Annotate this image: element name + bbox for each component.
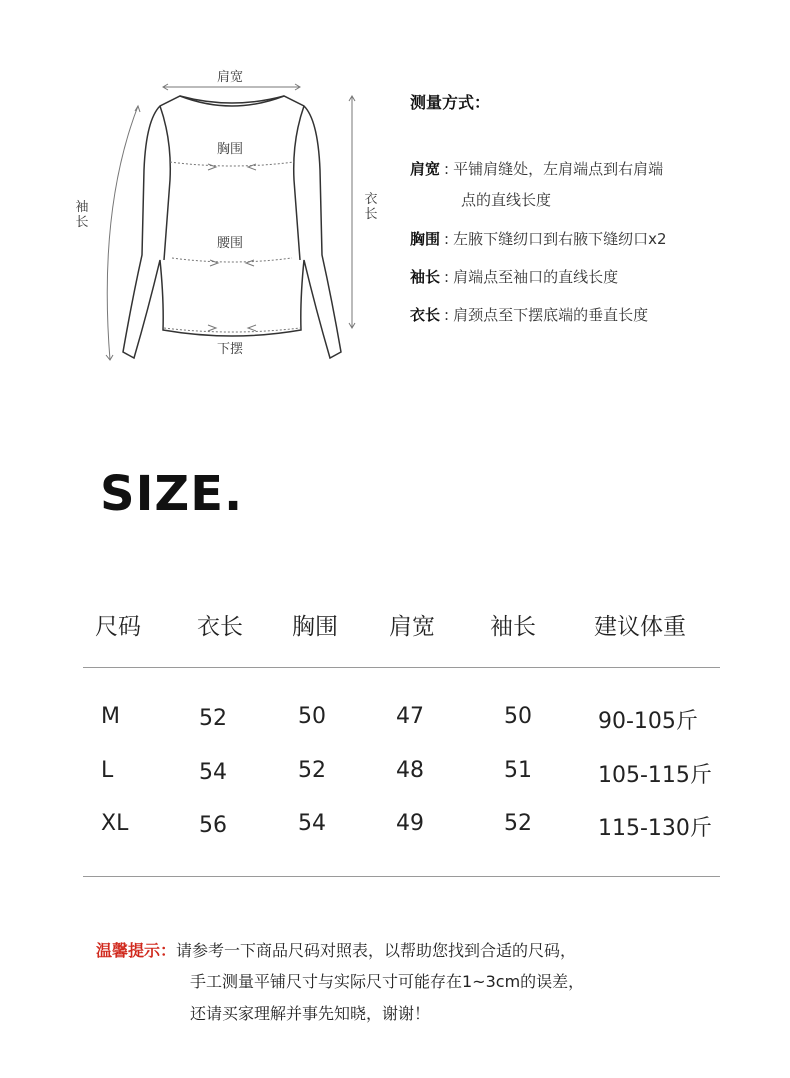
cell-length: 56 — [199, 813, 227, 838]
cell-chest: 54 — [298, 811, 326, 836]
cell-length: 54 — [199, 760, 227, 785]
measurement-desc-continued: 点的直线长度 — [461, 191, 552, 209]
cell-shoulder: 48 — [396, 758, 424, 783]
cell-sleeve: 52 — [504, 811, 532, 836]
shoulder-label: 肩宽 — [217, 70, 244, 85]
tip-label: 温馨提示： — [96, 941, 177, 960]
header-length: 衣长 — [197, 614, 243, 640]
measurement-key: 胸围 — [410, 230, 441, 248]
cell-size: L — [101, 758, 114, 783]
tip-text: 请参考一下商品尺码对照表，以帮助您找到合适的尺码， — [176, 941, 577, 960]
measurement-item-chest: 胸围 : 左腋下缝纫口到右腋下缝纫口x2 — [410, 230, 667, 248]
tip-line-3: 还请买家理解并事先知晓，谢谢！ — [190, 1004, 431, 1023]
cell-chest: 52 — [298, 758, 326, 783]
cell-length: 52 — [199, 706, 227, 731]
hem-label: 下摆 — [217, 342, 244, 357]
header-weight: 建议体重 — [594, 614, 686, 640]
measurement-item-length: 衣长 : 肩颈点至下摆底端的垂直长度 — [410, 306, 649, 324]
header-chest: 胸围 — [292, 614, 338, 640]
cell-size: XL — [101, 811, 129, 836]
cell-weight: 90-105斤 — [598, 709, 698, 734]
measurement-desc: 平铺肩缝处，左肩端点到右肩端 — [453, 160, 664, 178]
waist-label: 腰围 — [217, 236, 244, 251]
measurement-desc: 肩端点至袖口的直线长度 — [453, 268, 619, 286]
measurement-desc: 左腋下缝纫口到右腋下缝纫口x2 — [453, 230, 667, 248]
header-size: 尺码 — [95, 614, 141, 640]
measurement-item-shoulder: 肩宽 : 平铺肩缝处，左肩端点到右肩端 — [410, 160, 664, 178]
measurement-title: 测量方式： — [410, 93, 491, 112]
table-top-rule — [83, 667, 720, 668]
measurement-key: 衣长 — [410, 306, 441, 324]
cell-size: M — [101, 704, 120, 729]
tip-line-1 — [96, 938, 576, 961]
measurement-key: 肩宽 — [410, 160, 441, 178]
garment-diagram — [60, 60, 390, 380]
chest-label: 胸围 — [217, 142, 244, 157]
cell-shoulder: 49 — [396, 811, 424, 836]
cell-weight: 105-115斤 — [598, 763, 712, 788]
size-heading: SIZE. — [100, 466, 244, 522]
sleeve-label: 袖长 — [75, 200, 89, 230]
measurement-desc: 肩颈点至下摆底端的垂直长度 — [453, 306, 649, 324]
cell-chest: 50 — [298, 704, 326, 729]
cell-shoulder: 47 — [396, 704, 424, 729]
cell-sleeve: 50 — [504, 704, 532, 729]
tip-line-2: 手工测量平铺尺寸与实际尺寸可能存在1~3cm的误差， — [190, 972, 585, 991]
length-label: 衣长 — [364, 192, 378, 222]
shirt-outline-illustration — [60, 60, 390, 380]
measurement-key: 袖长 — [410, 268, 441, 286]
header-sleeve: 袖长 — [490, 614, 536, 640]
cell-weight: 115-130斤 — [598, 816, 712, 841]
table-bottom-rule — [83, 876, 720, 877]
cell-sleeve: 51 — [504, 758, 532, 783]
measurement-item-sleeve: 袖长 : 肩端点至袖口的直线长度 — [410, 268, 619, 286]
header-shoulder: 肩宽 — [389, 614, 435, 640]
